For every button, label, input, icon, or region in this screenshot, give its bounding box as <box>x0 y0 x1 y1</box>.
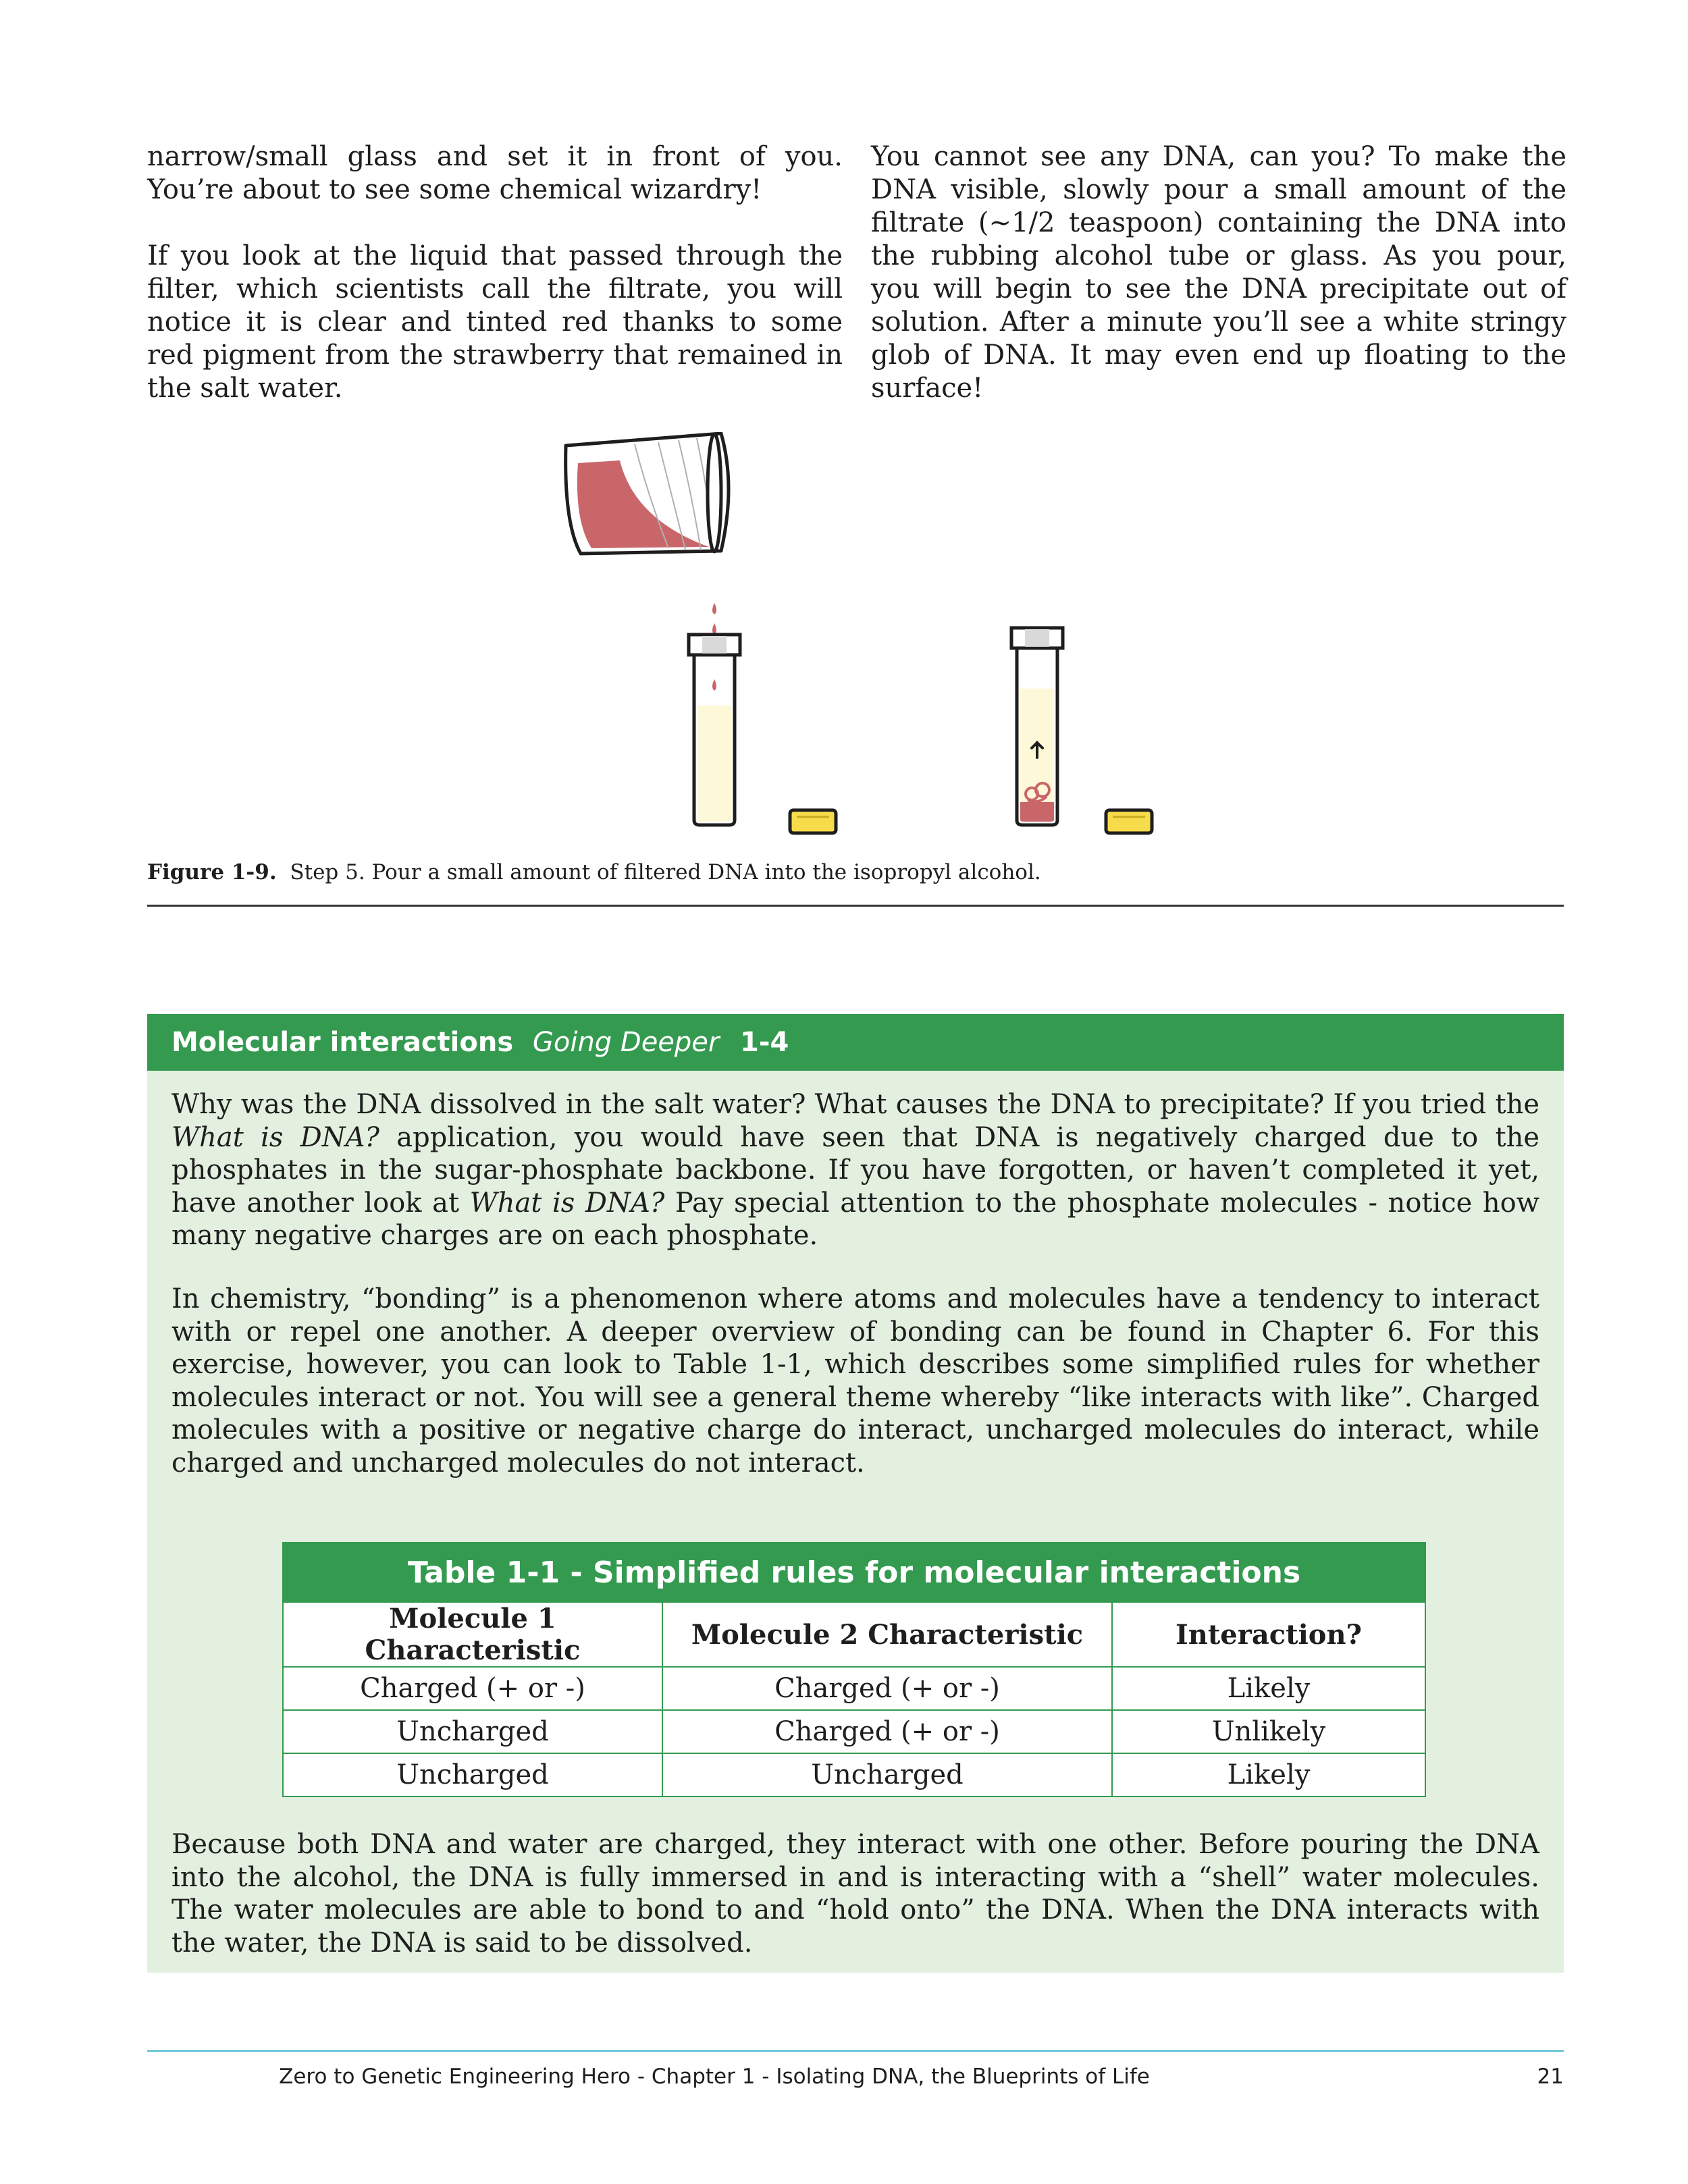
table-row: Uncharged Uncharged Likely <box>283 1753 1425 1796</box>
box-title: Molecular interactions <box>172 1027 514 1058</box>
figure-caption <box>147 859 1041 886</box>
box-paragraph-2: In chemistry, “bonding” is a phenomenon where atoms and molecules have a tendency to interact with or repel one another. A deeper overview of bonding can be found in Chapter 6. For this exercise, however, you can look to Table 1-1, which describes some simplified rules for whether molecules interact or not. You will see a general theme whereby “like interacts with like”. Charged molecules with a positive or negative charge do interact, uncharged molecules do interact, while charged and uncharged molecules do not interact. <box>172 1283 1539 1479</box>
box-paragraph-3: Because both DNA and water are charged, they interact with one other. Before pouring the DNA into the alcohol, the DNA is fully immersed in and is interacting with a “shell” water molecules. The water molecules are able to bond to and “hold onto” the DNA. When the DNA interacts with the water, the DNA is said to be dissolved. <box>172 1829 1539 1959</box>
box-subtitle: Going Deeper <box>532 1027 720 1058</box>
column-header: Molecule 1 Characteristic <box>283 1602 662 1667</box>
column-header: Molecule 2 Characteristic <box>662 1602 1112 1667</box>
right-paragraph-1: You cannot see any DNA, can you? To make the DNA visible, slowly pour a small amount of the filtrate (~1/2 teaspoon) containing the DNA into the rubbing alcohol tube or glass. As you pour, you will begin to see the DNA precipitate out of solution. After a minute you’ll see a white stringy glob of DNA. It may even end up floating to the surface! <box>871 141 1566 404</box>
box-paragraph-1: Why was the DNA dissolved in the salt water? What causes the DNA to precipitate? If you tried the What is DNA? application, you would have seen that DNA is negatively charged due to the phosphates in the sugar-phosphate backbone. If you have forgotten, or haven’t completed it yet, have another look at What is DNA? Pay special attention to the phosphate molecules - notice how many negative charges are on each phosphate. <box>172 1089 1539 1251</box>
left-column <box>147 140 843 438</box>
table-row: Charged (+ or -) Charged (+ or -) Likely <box>283 1667 1425 1710</box>
footer-divider <box>147 2050 1564 2052</box>
going-deeper-box <box>147 1014 1564 1973</box>
filtrate-drop-1 <box>712 603 716 614</box>
left-paragraph-2: If you look at the liquid that passed through the filter, which scientists call the filtrate, you will notice it is clear and tinted red thanks to some red pigment from the strawberry that remained in the salt water. <box>147 240 843 404</box>
tube-cap-2 <box>1106 810 1152 833</box>
box-header <box>147 1014 1564 1071</box>
table-row: Uncharged Charged (+ or -) Unlikely <box>283 1710 1425 1753</box>
tube-cap-1 <box>790 810 836 833</box>
footer-title: Zero to Genetic Engineering Hero - Chapter 1 - Isolating DNA, the Blueprints of Life <box>279 2065 1150 2089</box>
column-header: Interaction? <box>1112 1602 1425 1667</box>
interaction-rules-table <box>282 1542 1426 1797</box>
page-number: 21 <box>1537 2065 1564 2089</box>
app-reference: What is DNA? <box>172 1121 379 1153</box>
figure-caption-text: Step 5. Pour a small amount of filtered DNA into the isopropyl alcohol. <box>290 860 1041 884</box>
left-paragraph-1: narrow/small glass and set it in front of you. You’re about to see some chemical wizardry! <box>147 141 843 205</box>
alcohol-tube-pouring <box>689 635 740 825</box>
pouring-illustration <box>540 432 1182 851</box>
filtrate-drop-2 <box>712 623 716 635</box>
caption-divider <box>147 905 1564 907</box>
box-number: 1-4 <box>740 1027 789 1058</box>
alcohol-tube-with-dna <box>1011 628 1063 825</box>
pouring-cup <box>566 433 729 554</box>
app-reference: What is DNA? <box>469 1187 665 1219</box>
table-title: Table 1-1 - Simplified rules for molecular interactions <box>283 1543 1425 1602</box>
figure-label: Figure 1-9. <box>147 860 277 884</box>
right-column <box>871 140 1566 438</box>
